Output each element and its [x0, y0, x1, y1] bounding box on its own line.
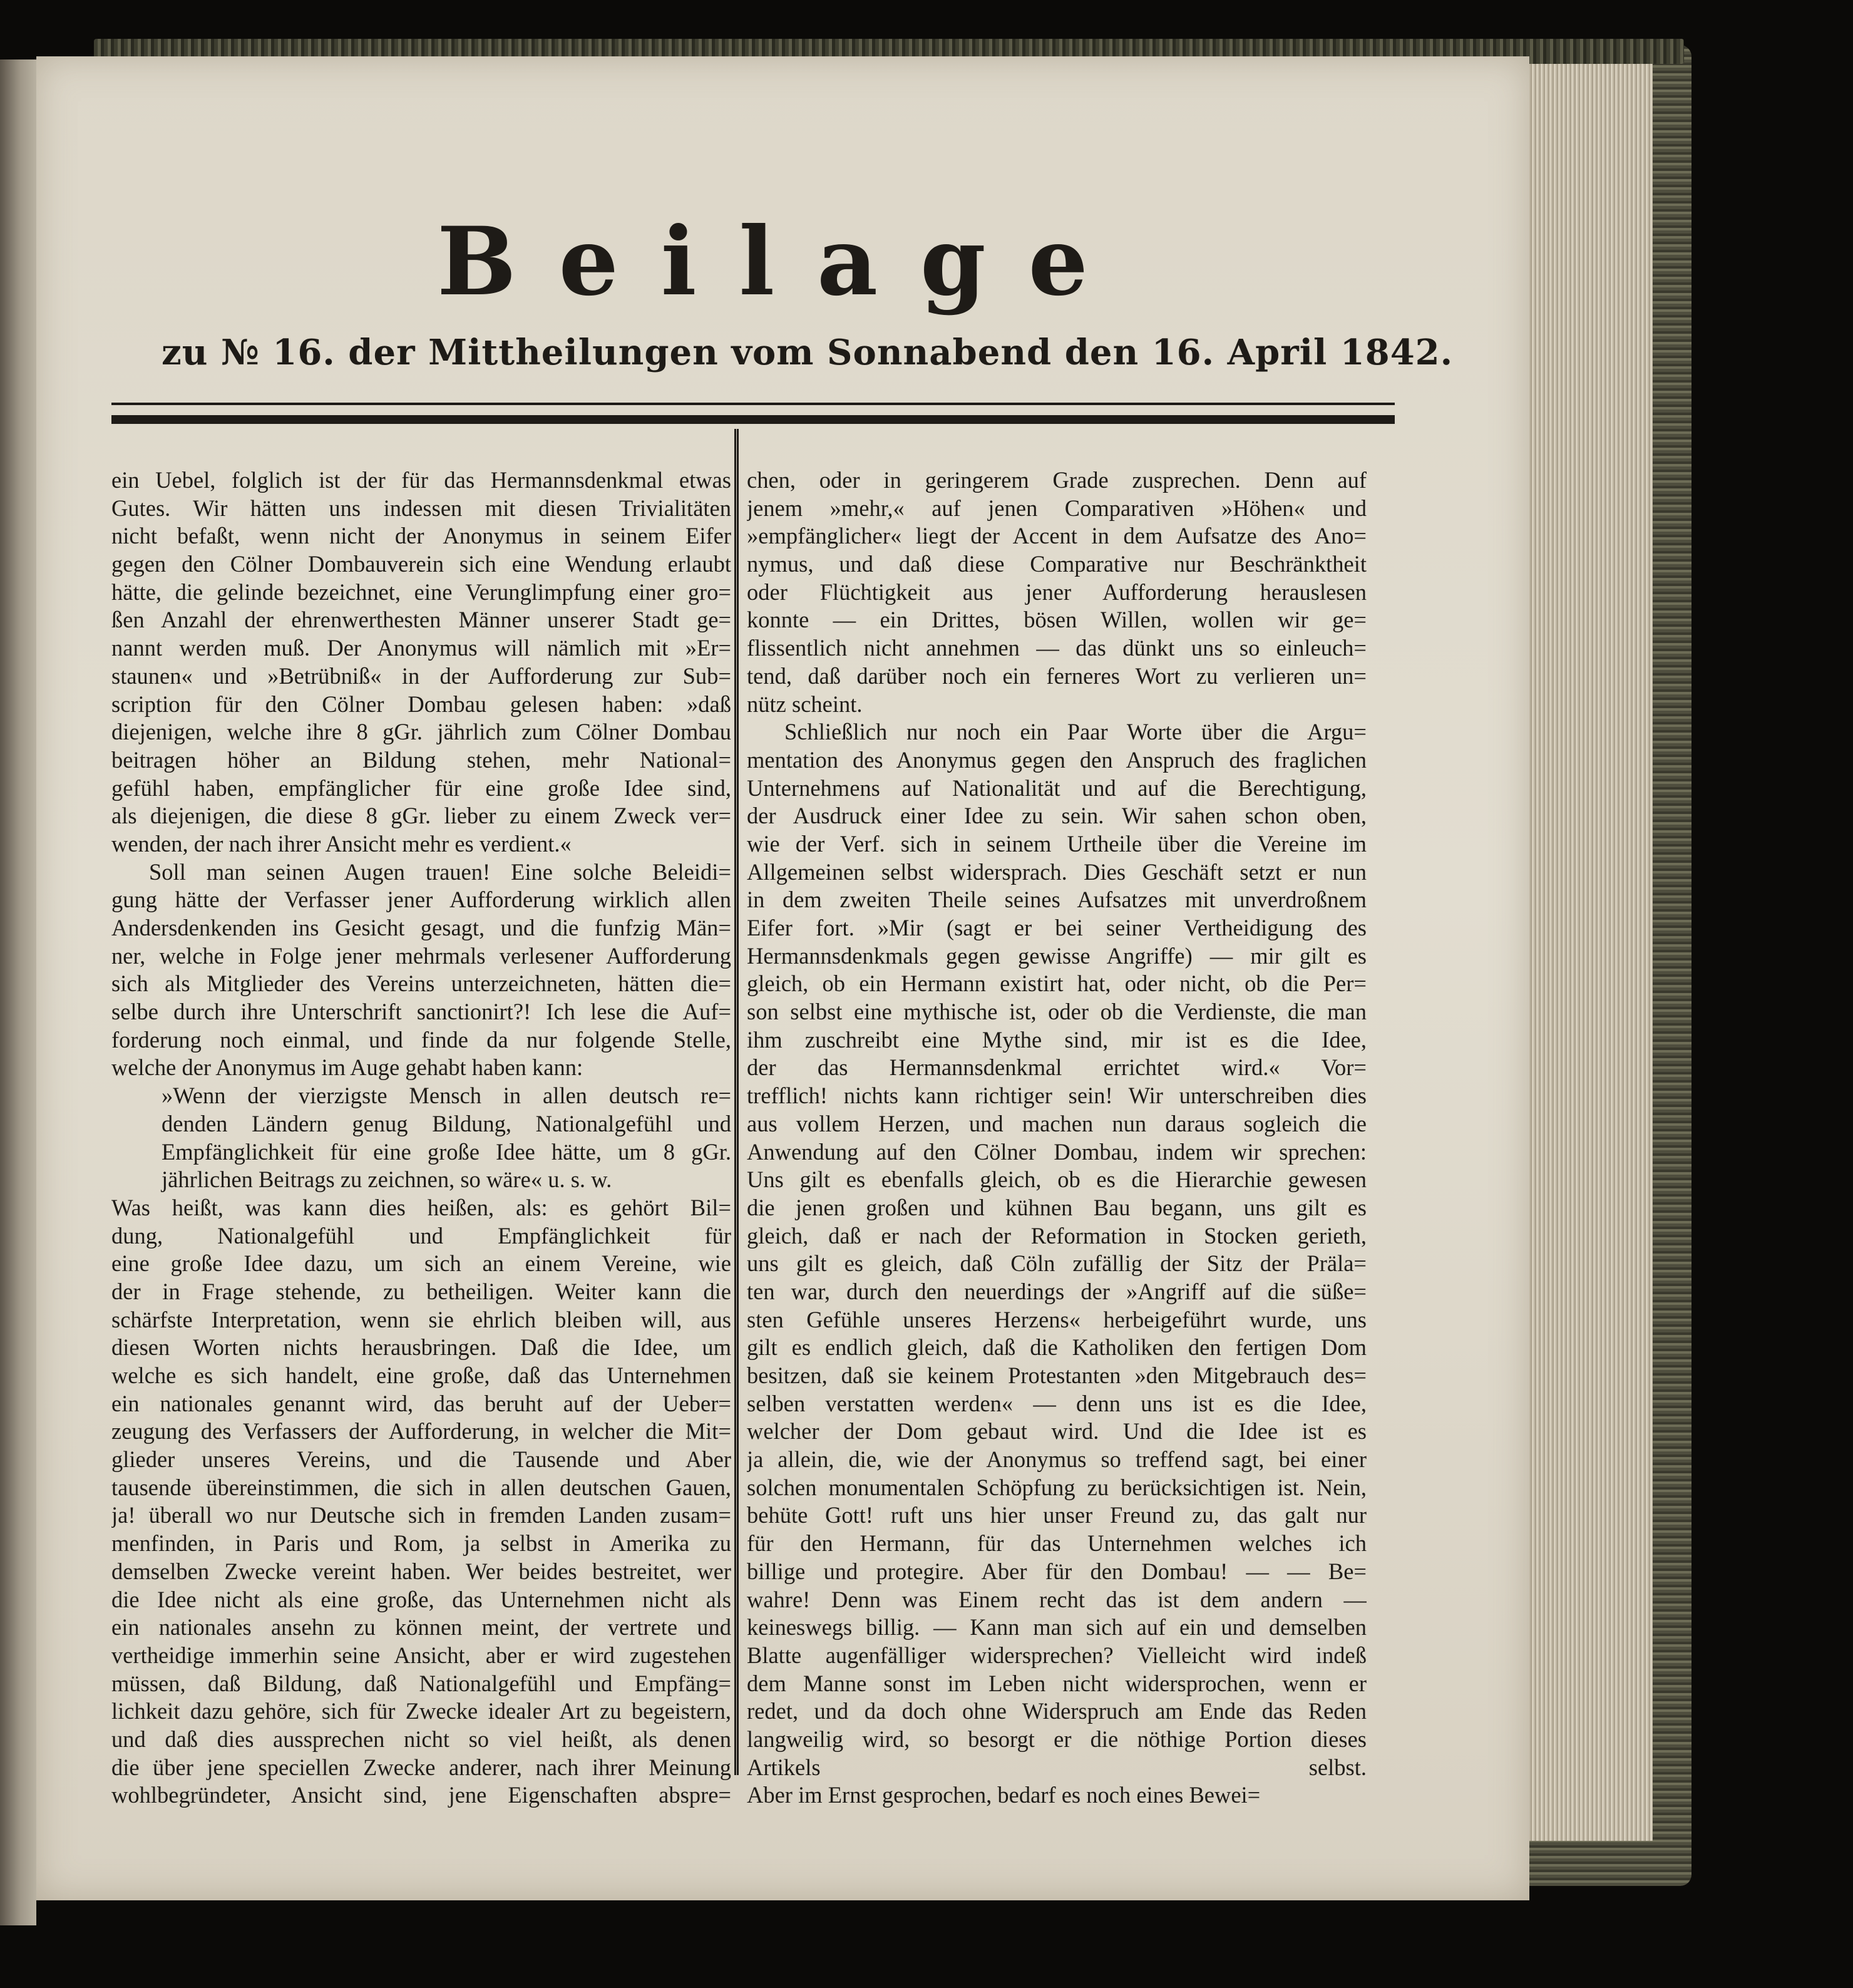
- text-line: wohlbegründeter, Ansicht sind, jene Eigenschaften absprе=: [111, 1782, 731, 1808]
- text-line: gleich, ob ein Hermann existirt hat, oder nicht, ob die Per=: [747, 971, 1367, 997]
- text-line: nymus, und daß diese Comparative nur Beschränktheit: [747, 551, 1367, 577]
- text-line: demselben Zwecke vereint haben. Wer beides bestreitet, wer: [111, 1558, 731, 1584]
- text-line: welcher der Dom gebaut wird. Und die Idee ist es: [747, 1418, 1367, 1445]
- text-line: billige und protegire. Aber für den Dombau! — — Be=: [747, 1558, 1367, 1584]
- text-line: aus vollem Herzen, und machen nun daraus sogleich die: [747, 1110, 1367, 1136]
- text-line: nannt werden muß. Der Anonymus will nämlich mit »Er=: [111, 635, 731, 661]
- column-divider: [734, 429, 739, 1775]
- text-line: konnte — ein Drittes, bösen Willen, wollen wir ge=: [747, 607, 1367, 633]
- text-line: für den Hermann, für das Unternehmen welches ich: [747, 1530, 1367, 1557]
- text-line: gegen den Cölner Dombauverein sich eine Wendung erlaubt: [111, 551, 731, 577]
- text-line: in dem zweiten Theile seines Aufsatzes mit unverdroßnem: [747, 887, 1367, 913]
- page-subtitle: zu № 16. der Mittheilungen vom Sonnabend den 16. April 1842.: [162, 332, 1454, 373]
- page-title: [437, 199, 1088, 324]
- text-line: uns gilt es gleich, daß Cöln zufällig der Sitz der Präla=: [747, 1250, 1367, 1277]
- text-line: nütz scheint.: [747, 691, 863, 717]
- text-line: Artikels selbst.: [747, 1754, 1367, 1780]
- text-line: besitzen, daß sie keinem Protestanten »den Mitgebrauch des=: [747, 1362, 1367, 1388]
- text-line: die Idee nicht als eine große, das Unternehmen nicht als: [111, 1586, 731, 1612]
- right-column: [747, 466, 1367, 1810]
- text-line: lichkeit dazu gehöre, sich für Zwecke idealer Art zu begeistern,: [111, 1698, 731, 1724]
- text-line: der Ausdruck einer Idee zu sein. Wir sahen schon oben,: [747, 803, 1367, 829]
- text-line: welche es sich handelt, eine große, daß das Unternehmen: [111, 1362, 731, 1388]
- text-line: zeugung des Verfassers der Aufforderung, in welcher die Mit=: [111, 1418, 731, 1445]
- text-line: glieder unseres Vereins, und die Tausende und Aber: [111, 1446, 731, 1473]
- text-line: diesen Worten nichts herausbringen. Daß die Idee, um: [111, 1334, 731, 1361]
- text-line: beitragen höher an Bildung stehen, mehr National=: [111, 746, 731, 773]
- text-line: scription für den Cölner Dombau gelesen haben: »daß: [111, 691, 731, 717]
- title-letter: g: [920, 207, 986, 317]
- text-line: diejenigen, welche ihre 8 gGr. jährlich zum Cölner Dombau: [111, 719, 731, 745]
- newspaper-page: [36, 56, 1529, 1900]
- text-line: selbe durch ihre Unterschrift sanctionirt?! Ich lese die Auf=: [111, 999, 731, 1025]
- text-line: Aber im Ernst gesprochen, bedarf es noch eines Bewei=: [747, 1782, 1261, 1808]
- text-line: Unternehmens auf Nationalität und auf die Berechtigung,: [747, 775, 1367, 801]
- text-line: gefühl haben, empfänglicher für eine große Idee sind,: [111, 775, 731, 801]
- text-line: als diejenigen, die diese 8 gGr. lieber zu einem Zweck ver=: [111, 803, 731, 829]
- text-line: redet, und da doch ohne Widerspruch am Ende das Reden: [747, 1698, 1367, 1724]
- text-line: hätte, die gelinde bezeichnet, eine Verunglimpfung einer gro=: [111, 579, 731, 605]
- text-line: Eifer fort. »Mir (sagt er bei seiner Vertheidigung des: [747, 915, 1367, 940]
- text-line: Was heißt, was kann dies heißen, als: es gehört Bil=: [111, 1194, 731, 1220]
- text-line: Hermannsdenkmals gegen gewisse Angriffe) — mir gilt es: [747, 942, 1367, 969]
- text-line: sich als Mitglieder des Vereins unterzeichneten, hätten die=: [111, 971, 731, 997]
- text-line: Blatte augenfälliger widersprechen? Vielleicht wird indeß: [747, 1642, 1367, 1668]
- title-letter: l: [739, 207, 775, 317]
- text-line: schärfste Interpretation, wenn sie ehrlich bleiben will, aus: [111, 1306, 731, 1332]
- text-line: Empfänglichkeit für eine große Idee hätte, um 8 gGr.: [162, 1138, 731, 1165]
- text-line: und daß dies aussprechen nicht so viel heißt, als denen: [111, 1726, 731, 1752]
- text-line: ein nationales genannt wird, das beruht auf der Ueber=: [111, 1390, 731, 1416]
- text-line: mentation des Anonymus gegen den Anspruch des fraglichen: [747, 746, 1367, 773]
- text-line: »Wenn der vierzigste Mensch in allen deutsch re=: [162, 1083, 731, 1109]
- title-letter: i: [660, 207, 697, 317]
- text-line: jenem »mehr,« auf jenen Comparativen »Höhen« und: [747, 495, 1367, 521]
- text-line: gleich, daß er nach der Reformation in Stocken gerieth,: [747, 1222, 1367, 1249]
- text-line: flissentlich nicht annehmen — das dünkt uns so einleuch=: [747, 635, 1367, 661]
- text-line: ten war, durch den neuerdings der »Angriff auf die süße=: [747, 1278, 1367, 1304]
- title-letter: e: [558, 207, 619, 317]
- text-line: wahre! Denn was Einem recht das ist dem andern —: [747, 1586, 1367, 1612]
- text-line: nicht befaßt, wenn nicht der Anonymus in seinem Eifer: [111, 523, 731, 549]
- text-line: die jenen großen und kühnen Bau begann, uns gilt es: [747, 1194, 1367, 1220]
- text-line: denden Ländern genug Bildung, Nationalgefühl und: [162, 1110, 731, 1136]
- page-block-edges: [1527, 50, 1653, 1841]
- text-line: staunen« und »Betrübniß« in der Aufforderung zur Sub=: [111, 662, 731, 689]
- text-line: müssen, daß Bildung, daß Nationalgefühl und Empfäng=: [111, 1670, 731, 1696]
- text-line: forderung noch einmal, und finde da nur folgende Stelle,: [111, 1026, 731, 1053]
- text-line: ihm zuschreibt eine Mythe sind, mir ist es die Idee,: [747, 1026, 1367, 1053]
- text-line: »empfänglicher« liegt der Accent in dem Aufsatze des Ano=: [747, 523, 1367, 549]
- text-line: ja! überall wo nur Deutsche sich in fremden Landen zusam=: [111, 1502, 731, 1528]
- text-line: menfinden, in Paris und Rom, ja selbst in Amerika zu: [111, 1530, 731, 1557]
- text-line: trefflich! nichts kann richtiger sein! Wir unterschreiben dies: [747, 1083, 1367, 1109]
- text-line: tend, daß darüber noch ein ferneres Wort zu verlieren un=: [747, 662, 1367, 689]
- text-line: Gutes. Wir hätten uns indessen mit diesen Trivialitäten: [111, 495, 731, 521]
- title-letter: e: [1028, 207, 1088, 317]
- text-line: solchen monumentalen Schöpfung zu berücksichtigen ist. Nein,: [747, 1474, 1367, 1500]
- header-rule-thin: [111, 403, 1395, 405]
- text-line: tausende übereinstimmen, die sich in allen deutschen Gauen,: [111, 1474, 731, 1500]
- text-line: ein Uebel, folglich ist der für das Hermannsdenkmal etwas: [111, 467, 731, 493]
- text-line: chen, oder in geringerem Grade zusprechen. Denn auf: [747, 467, 1367, 493]
- text-line: Schließlich nur noch ein Paar Worte über die Argu=: [784, 719, 1367, 745]
- text-line: dung, Nationalgefühl und Empfänglichkeit für: [111, 1222, 731, 1249]
- text-line: Allgemeinen selbst widersprach. Dies Geschäft setzt er nun: [747, 858, 1367, 885]
- text-line: jährlichen Beitrags zu zeichnen, so wäre« u. s. w.: [162, 1167, 612, 1193]
- text-line: oder Flüchtigkeit aus jener Aufforderung herauslesen: [747, 579, 1367, 605]
- text-line: ein nationales ansehn zu können meint, der vertrete und: [111, 1614, 731, 1640]
- text-line: Andersdenkenden ins Gesicht gesagt, und die funfzig Män=: [111, 915, 731, 940]
- text-line: die über jene speciellen Zwecke anderer, nach ihrer Meinung: [111, 1754, 731, 1780]
- text-line: Soll man seinen Augen trauen! Eine solche Beleidi=: [149, 858, 731, 885]
- text-line: ßen Anzahl der ehrenwerthesten Männer unserer Stadt ge=: [111, 607, 731, 633]
- title-letter: a: [817, 207, 878, 317]
- text-line: welche der Anonymus im Auge gehabt haben kann:: [111, 1054, 583, 1081]
- text-line: der in Frage stehende, zu betheiligen. Weiter kann die: [111, 1278, 731, 1304]
- text-line: eine große Idee dazu, um sich an einem Vereine, wie: [111, 1250, 731, 1277]
- text-line: keineswegs billig. — Kann man sich auf ein und demselben: [747, 1614, 1367, 1640]
- text-line: vertheidige immerhin seine Ansicht, aber er wird zugestehen: [111, 1642, 731, 1668]
- text-line: wenden, der nach ihrer Ansicht mehr es verdient.«: [111, 830, 572, 857]
- title-letter: B: [437, 207, 516, 317]
- text-line: Anwendung auf den Cölner Dombau, indem wir sprechen:: [747, 1138, 1367, 1165]
- text-line: sten Gefühle unseres Herzens« herbeigeführt wurde, uns: [747, 1306, 1367, 1332]
- text-line: der das Hermannsdenkmal errichtet wird.« Vor=: [747, 1054, 1367, 1081]
- text-line: gilt es endlich gleich, daß die Katholiken den fertigen Dom: [747, 1334, 1367, 1361]
- text-line: ja allein, die, wie der Anonymus so treffend sagt, bei einer: [747, 1446, 1367, 1473]
- header-rule-thick: [111, 415, 1395, 424]
- left-column: [111, 466, 731, 1810]
- text-line: Uns gilt es ebenfalls gleich, ob es die Hierarchie gewesen: [747, 1167, 1367, 1193]
- text-line: ner, welche in Folge jener mehrmals verlesener Aufforderung: [111, 942, 731, 969]
- text-line: son selbst eine mythische ist, oder ob die Verdienste, die man: [747, 999, 1367, 1025]
- text-line: behüte Gott! ruft uns hier unser Freund zu, das galt nur: [747, 1502, 1367, 1528]
- text-line: langweilig wird, so besorgt er die nöthige Portion dieses: [747, 1726, 1367, 1752]
- left-page-edge: [0, 59, 36, 1925]
- text-line: dem Manne sonst im Leben nicht widersprochen, wenn er: [747, 1670, 1367, 1696]
- text-line: selben verstatten werden« — denn uns ist es die Idee,: [747, 1390, 1367, 1416]
- text-line: gung hätte der Verfasser jener Aufforderung wirklich allen: [111, 887, 731, 913]
- text-line: wie der Verf. sich in seinem Urtheile über die Vereine im: [747, 830, 1367, 857]
